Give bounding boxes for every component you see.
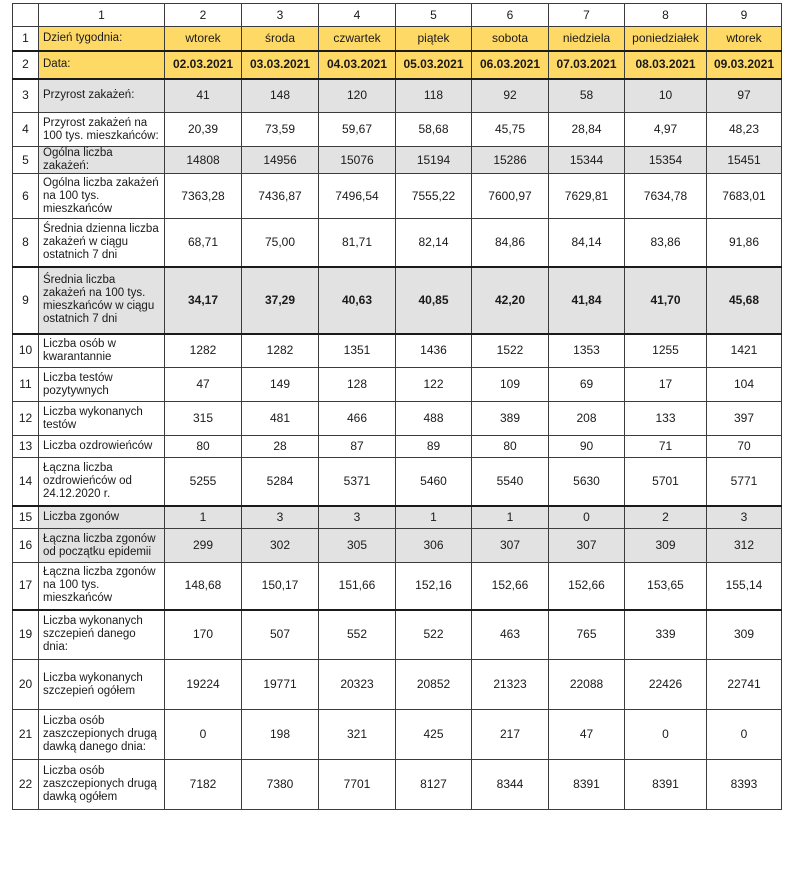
table-cell: 45,75 [472,113,549,147]
table-row [13,174,782,219]
row-label: Liczba osób w kwarantannie [39,334,165,368]
row-number: 17 [13,563,39,610]
table-cell: 15344 [549,147,625,174]
table-cell: 7555,22 [396,174,472,219]
table-body [13,4,782,810]
table-row [13,563,782,610]
table-cell: 507 [242,610,319,660]
table-cell: 170 [165,610,242,660]
table-cell: 75,00 [242,219,319,267]
column-number: 7 [549,4,625,27]
table-cell: 198 [242,710,319,760]
column-number: 4 [319,4,396,27]
table-cell: 1522 [472,334,549,368]
table-cell: 17 [625,368,707,402]
row-label: Przyrost zakażeń na 100 tys. mieszkańców: [39,113,165,147]
table-cell: 7600,97 [472,174,549,219]
table-cell: 10 [625,79,707,113]
table-cell: 20,39 [165,113,242,147]
table-cell: wtorek [165,27,242,51]
table-cell: 3 [707,506,782,529]
row-label: Data: [39,51,165,79]
table-row [13,27,782,51]
table-cell: 45,68 [707,267,782,334]
table-cell: 59,67 [319,113,396,147]
row-label: Łączna liczba zgonów na 100 tys. mieszkańców [39,563,165,610]
table-cell: 7380 [242,760,319,810]
table-cell: 20323 [319,660,396,710]
table-cell: 22088 [549,660,625,710]
table-cell: 41 [165,79,242,113]
table-cell: 8344 [472,760,549,810]
table-row [13,529,782,563]
table-cell: 19224 [165,660,242,710]
table-row [13,79,782,113]
row-number: 14 [13,458,39,506]
table-cell: 2 [625,506,707,529]
table-cell: 89 [396,436,472,458]
table-cell: 80 [472,436,549,458]
row-number: 9 [13,267,39,334]
column-number: 9 [707,4,782,27]
table-cell: 299 [165,529,242,563]
table-cell: 3 [319,506,396,529]
table-cell: 1282 [165,334,242,368]
row-label: Ogólna liczba zakażeń: [39,147,165,174]
row-number: 22 [13,760,39,810]
table-row [13,506,782,529]
table-cell: 7182 [165,760,242,810]
table-cell: piątek [396,27,472,51]
table-cell: 1351 [319,334,396,368]
table-row [13,760,782,810]
table-cell: 28 [242,436,319,458]
table-cell: 40,63 [319,267,396,334]
table-cell: 307 [472,529,549,563]
table-cell: sobota [472,27,549,51]
table-cell: 8391 [549,760,625,810]
table-cell: 37,29 [242,267,319,334]
table-cell: 148 [242,79,319,113]
table-cell: 122 [396,368,472,402]
table-cell: 58 [549,79,625,113]
table-cell: 87 [319,436,396,458]
table-cell: 70 [707,436,782,458]
row-number: 19 [13,610,39,660]
row-label: Liczba ozdrowieńców [39,436,165,458]
row-number: 20 [13,660,39,710]
table-cell: 5540 [472,458,549,506]
table-cell: 104 [707,368,782,402]
table-cell: 90 [549,436,625,458]
table-cell: 03.03.2021 [242,51,319,79]
row-number: 5 [13,147,39,174]
row-label: Liczba osób zaszczepionych drugą dawką ogółem [39,760,165,810]
table-cell: 305 [319,529,396,563]
table-cell: 5284 [242,458,319,506]
row-number: 13 [13,436,39,458]
table-cell: czwartek [319,27,396,51]
row-label: Średnia liczba zakażeń na 100 tys. mieszkańców w ciągu ostatnich 7 dni [39,267,165,334]
table-cell: 02.03.2021 [165,51,242,79]
column-number: 6 [472,4,549,27]
table-cell: 7436,87 [242,174,319,219]
table-cell: 5460 [396,458,472,506]
table-cell: 69 [549,368,625,402]
table-row [13,113,782,147]
row-label: Ogólna liczba zakażeń na 100 tys. mieszkańców [39,174,165,219]
table-cell: 1 [472,506,549,529]
table-cell: 0 [549,506,625,529]
table-cell: 08.03.2021 [625,51,707,79]
row-number: 2 [13,51,39,79]
column-number: 2 [165,4,242,27]
table-cell: 217 [472,710,549,760]
table-cell: 19771 [242,660,319,710]
row-number: 1 [13,27,39,51]
column-number: 5 [396,4,472,27]
row-number: 3 [13,79,39,113]
table-cell: 91,86 [707,219,782,267]
table-cell: 84,86 [472,219,549,267]
table-cell: 306 [396,529,472,563]
table-cell: 7683,01 [707,174,782,219]
table-cell: 8391 [625,760,707,810]
table-cell: wtorek [707,27,782,51]
table-cell: 3 [242,506,319,529]
table-cell: 155,14 [707,563,782,610]
table-cell: niedziela [549,27,625,51]
table-cell: 22741 [707,660,782,710]
table-cell: 425 [396,710,472,760]
row-number: 8 [13,219,39,267]
table-cell: 5701 [625,458,707,506]
table-cell: 06.03.2021 [472,51,549,79]
table-cell: 1353 [549,334,625,368]
column-number: 8 [625,4,707,27]
table-cell: 307 [549,529,625,563]
table-cell: 15354 [625,147,707,174]
row-number: 6 [13,174,39,219]
table-cell: 522 [396,610,472,660]
row-label: Przyrost zakażeń: [39,79,165,113]
table-row [13,147,782,174]
table-cell: 0 [165,710,242,760]
column-number-row [13,4,782,27]
table-cell: 552 [319,610,396,660]
row-label: Dzień tygodnia: [39,27,165,51]
table-cell: 109 [472,368,549,402]
row-number: 4 [13,113,39,147]
column-number: 1 [39,4,165,27]
table-cell: 152,66 [549,563,625,610]
table-cell: 309 [707,610,782,660]
table-row [13,402,782,436]
table-cell: 0 [707,710,782,760]
table-cell: 7496,54 [319,174,396,219]
table-cell: 152,66 [472,563,549,610]
table-row [13,219,782,267]
table-cell: 83,86 [625,219,707,267]
table-cell: 389 [472,402,549,436]
table-cell: 09.03.2021 [707,51,782,79]
table-cell: 82,14 [396,219,472,267]
table-cell: 312 [707,529,782,563]
table-cell: 150,17 [242,563,319,610]
table-row [13,51,782,79]
table-row [13,267,782,334]
table-cell: 47 [549,710,625,760]
table-cell: 397 [707,402,782,436]
table-cell: 151,66 [319,563,396,610]
table-cell: 97 [707,79,782,113]
row-label: Łączna liczba zgonów od początku epidemii [39,529,165,563]
table-cell: 15451 [707,147,782,174]
table-cell: 48,23 [707,113,782,147]
table-cell: 152,16 [396,563,472,610]
table-cell: 133 [625,402,707,436]
table-cell: 309 [625,529,707,563]
table-cell: 34,17 [165,267,242,334]
row-number: 11 [13,368,39,402]
table-cell: 8393 [707,760,782,810]
table-cell: 73,59 [242,113,319,147]
table-cell: 120 [319,79,396,113]
table-cell: 47 [165,368,242,402]
table-cell: 28,84 [549,113,625,147]
row-number: 15 [13,506,39,529]
table-cell: 40,85 [396,267,472,334]
table-cell: 463 [472,610,549,660]
data-table [12,3,782,810]
table-cell: 1255 [625,334,707,368]
table-cell: 7701 [319,760,396,810]
table-cell: 8127 [396,760,472,810]
table-cell: 5771 [707,458,782,506]
table-cell: 128 [319,368,396,402]
table-cell: 765 [549,610,625,660]
table-row [13,458,782,506]
table-cell: poniedziałek [625,27,707,51]
table-row [13,436,782,458]
column-number: 3 [242,4,319,27]
table-cell: 21323 [472,660,549,710]
row-label: Średnia dzienna liczba zakażeń w ciągu ostatnich 7 dni [39,219,165,267]
table-cell: 15194 [396,147,472,174]
row-label: Liczba zgonów [39,506,165,529]
table-cell: 149 [242,368,319,402]
table-cell: 315 [165,402,242,436]
table-row [13,334,782,368]
table-cell: 7634,78 [625,174,707,219]
row-number: 10 [13,334,39,368]
table-cell: 68,71 [165,219,242,267]
table-cell: 1 [396,506,472,529]
table-cell: 05.03.2021 [396,51,472,79]
table-row [13,368,782,402]
table-cell: 1421 [707,334,782,368]
table-cell: 321 [319,710,396,760]
table-cell: 7363,28 [165,174,242,219]
table-cell: 153,65 [625,563,707,610]
table-cell: 302 [242,529,319,563]
table-cell: 488 [396,402,472,436]
row-label: Liczba wykonanych szczepień danego dnia: [39,610,165,660]
table-cell: 14956 [242,147,319,174]
table-cell: 80 [165,436,242,458]
table-row [13,710,782,760]
table-cell: 118 [396,79,472,113]
table-cell: 71 [625,436,707,458]
table-cell: 04.03.2021 [319,51,396,79]
table-cell: 14808 [165,147,242,174]
row-label: Liczba wykonanych testów [39,402,165,436]
table-cell: 4,97 [625,113,707,147]
table-cell: 22426 [625,660,707,710]
table-cell: 5371 [319,458,396,506]
table-cell: środa [242,27,319,51]
table-cell: 339 [625,610,707,660]
row-label: Liczba wykonanych szczepień ogółem [39,660,165,710]
row-label: Łączna liczba ozdrowieńców od 24.12.2020 r. [39,458,165,506]
table-row [13,660,782,710]
table-cell: 58,68 [396,113,472,147]
table-cell: 1436 [396,334,472,368]
table-cell: 148,68 [165,563,242,610]
table-row [13,610,782,660]
table-cell: 81,71 [319,219,396,267]
table-cell: 0 [625,710,707,760]
table-cell: 92 [472,79,549,113]
table-cell: 208 [549,402,625,436]
row-number: 12 [13,402,39,436]
table-cell: 5630 [549,458,625,506]
table-cell: 1 [165,506,242,529]
table-cell: 42,20 [472,267,549,334]
corner-cell [13,4,39,27]
table-cell: 41,70 [625,267,707,334]
table-cell: 7629,81 [549,174,625,219]
table-cell: 41,84 [549,267,625,334]
row-label: Liczba testów pozytywnych [39,368,165,402]
table-cell: 84,14 [549,219,625,267]
table-cell: 1282 [242,334,319,368]
table-cell: 15286 [472,147,549,174]
row-number: 21 [13,710,39,760]
table-cell: 466 [319,402,396,436]
row-number: 16 [13,529,39,563]
table-cell: 20852 [396,660,472,710]
table-cell: 15076 [319,147,396,174]
table-cell: 07.03.2021 [549,51,625,79]
table-cell: 5255 [165,458,242,506]
row-label: Liczba osób zaszczepionych drugą dawką danego dnia: [39,710,165,760]
table-cell: 481 [242,402,319,436]
